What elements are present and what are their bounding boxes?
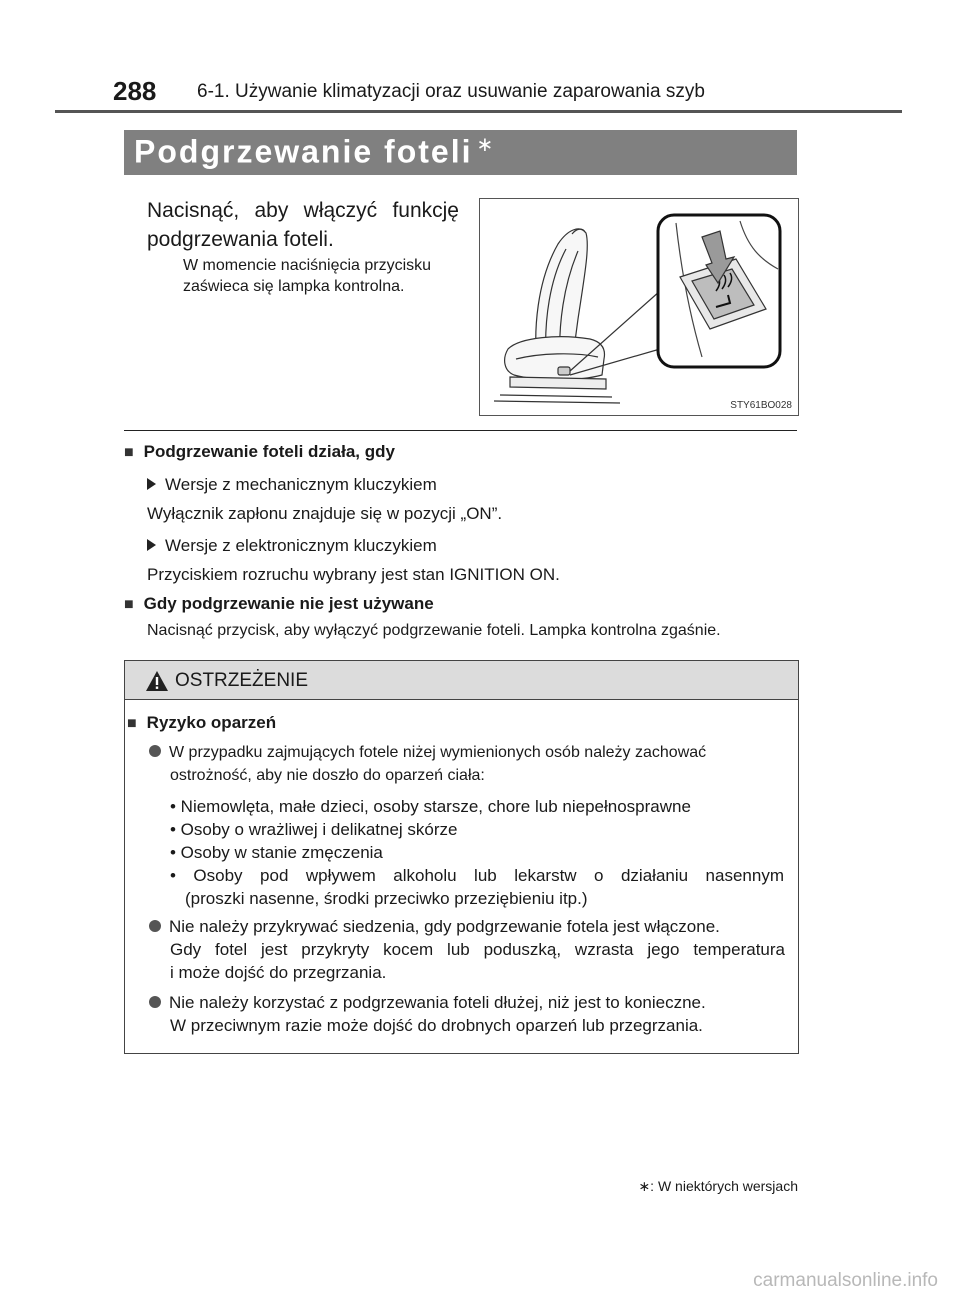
header-rule — [55, 110, 902, 113]
seat-illustration-svg — [480, 199, 798, 415]
footnote-asterisk: ∗ — [638, 1178, 651, 1194]
bullet-line: • Osoby pod wpływem alkoholu lub lekarstw o działaniu nasennym — [170, 866, 784, 885]
section-title-bar — [124, 130, 797, 175]
warning-item-1: W przypadku zajmujących fotele niżej wymienionych osób należy zachować ostrożność, aby nie doszło do oparzeń ciała: — [149, 741, 785, 787]
square-bullet-icon: ■ — [124, 444, 134, 461]
circle-bullet-icon — [149, 745, 161, 757]
page-number: 288 — [113, 76, 157, 106]
intro-note-line-1: W momencie naciśnięcia przycisku — [183, 257, 432, 274]
bullet-line: • Niemowlęta, małe dzieci, osoby starsze, chore lub niepełnosprawne — [170, 797, 691, 816]
variant-smart-key: Wersje z elektronicznym kluczykiem — [147, 536, 437, 556]
intro-line-2: podgrzewania foteli. — [147, 228, 334, 251]
warning-header — [125, 661, 798, 700]
not-used-text: Nacisnąć przycisk, aby wyłączyć podgrzewanie foteli. Lampka kontrolna zgaśnie. — [147, 622, 721, 639]
section-title-asterisk: ∗ — [476, 134, 496, 156]
circle-bullet-icon — [149, 996, 161, 1008]
watermark: carmanualsonline.info — [753, 1270, 938, 1291]
warning-title: OSTRZEŻENIE — [175, 670, 309, 691]
inset-detail — [658, 215, 780, 367]
variant-mechanical-text: Wyłącznik zapłonu znajduje się w pozycji „ON”. — [147, 504, 503, 523]
circle-bullet-icon — [149, 920, 161, 932]
footnote: ∗: W niektórych wersjach — [638, 1178, 798, 1194]
arrow-right-icon — [147, 478, 156, 490]
chapter-title: 6-1. Używanie klimatyzacji oraz usuwanie zaparowania szyb — [197, 81, 705, 102]
section-divider — [124, 430, 797, 431]
variant-mechanical-key: Wersje z mechanicznym kluczykiem — [147, 475, 437, 495]
bullet-line: • Osoby o wrażliwej i delikatnej skórze — [170, 820, 458, 839]
warning-triangle-icon — [145, 670, 169, 692]
warning-item-3: Nie należy korzystać z podgrzewania foteli dłużej, niż jest to konieczne. W przeciwnym razie może dojść do drobnych oparzeń lub przegrzania. — [149, 991, 785, 1037]
bullet-line: • Osoby w stanie zmęczenia — [170, 843, 383, 862]
intro-note — [183, 255, 465, 297]
intro-line-1: Nacisnąć, aby włączyć funkcję — [147, 199, 459, 222]
square-bullet-icon: ■ — [127, 715, 137, 732]
bullet-line: (proszki nasenne, środki przeciwko przeziębieniu itp.) — [185, 889, 588, 908]
section-title-text: Podgrzewanie foteli — [134, 133, 473, 170]
section-title — [134, 132, 495, 171]
seat-heater-illustration — [479, 198, 799, 416]
warning-item-2: Nie należy przykrywać siedzenia, gdy podgrzewanie fotela jest włączone. Gdy fotel jest przykryty kocem lub poduszką, wzrasta jego temperatura i może dojść do przegrzania. — [149, 915, 785, 984]
square-bullet-icon: ■ — [124, 596, 134, 613]
variant-smart-text: Przyciskiem rozruchu wybrany jest stan IGNITION ON. — [147, 565, 560, 584]
warning-bullet-list — [170, 795, 784, 910]
warning-box — [124, 660, 799, 1054]
intro-note-line-2: zaświeca się lampka kontrolna. — [183, 278, 405, 295]
figure-code: STY61BO028 — [730, 400, 792, 411]
arrow-right-icon — [147, 539, 156, 551]
operation-heading: ■ Podgrzewanie foteli działa, gdy — [124, 442, 395, 461]
warning-heading: ■ Ryzyko oparzeń — [127, 713, 277, 732]
intro-instruction — [147, 196, 459, 254]
not-used-heading: ■ Gdy podgrzewanie nie jest używane — [124, 594, 434, 613]
